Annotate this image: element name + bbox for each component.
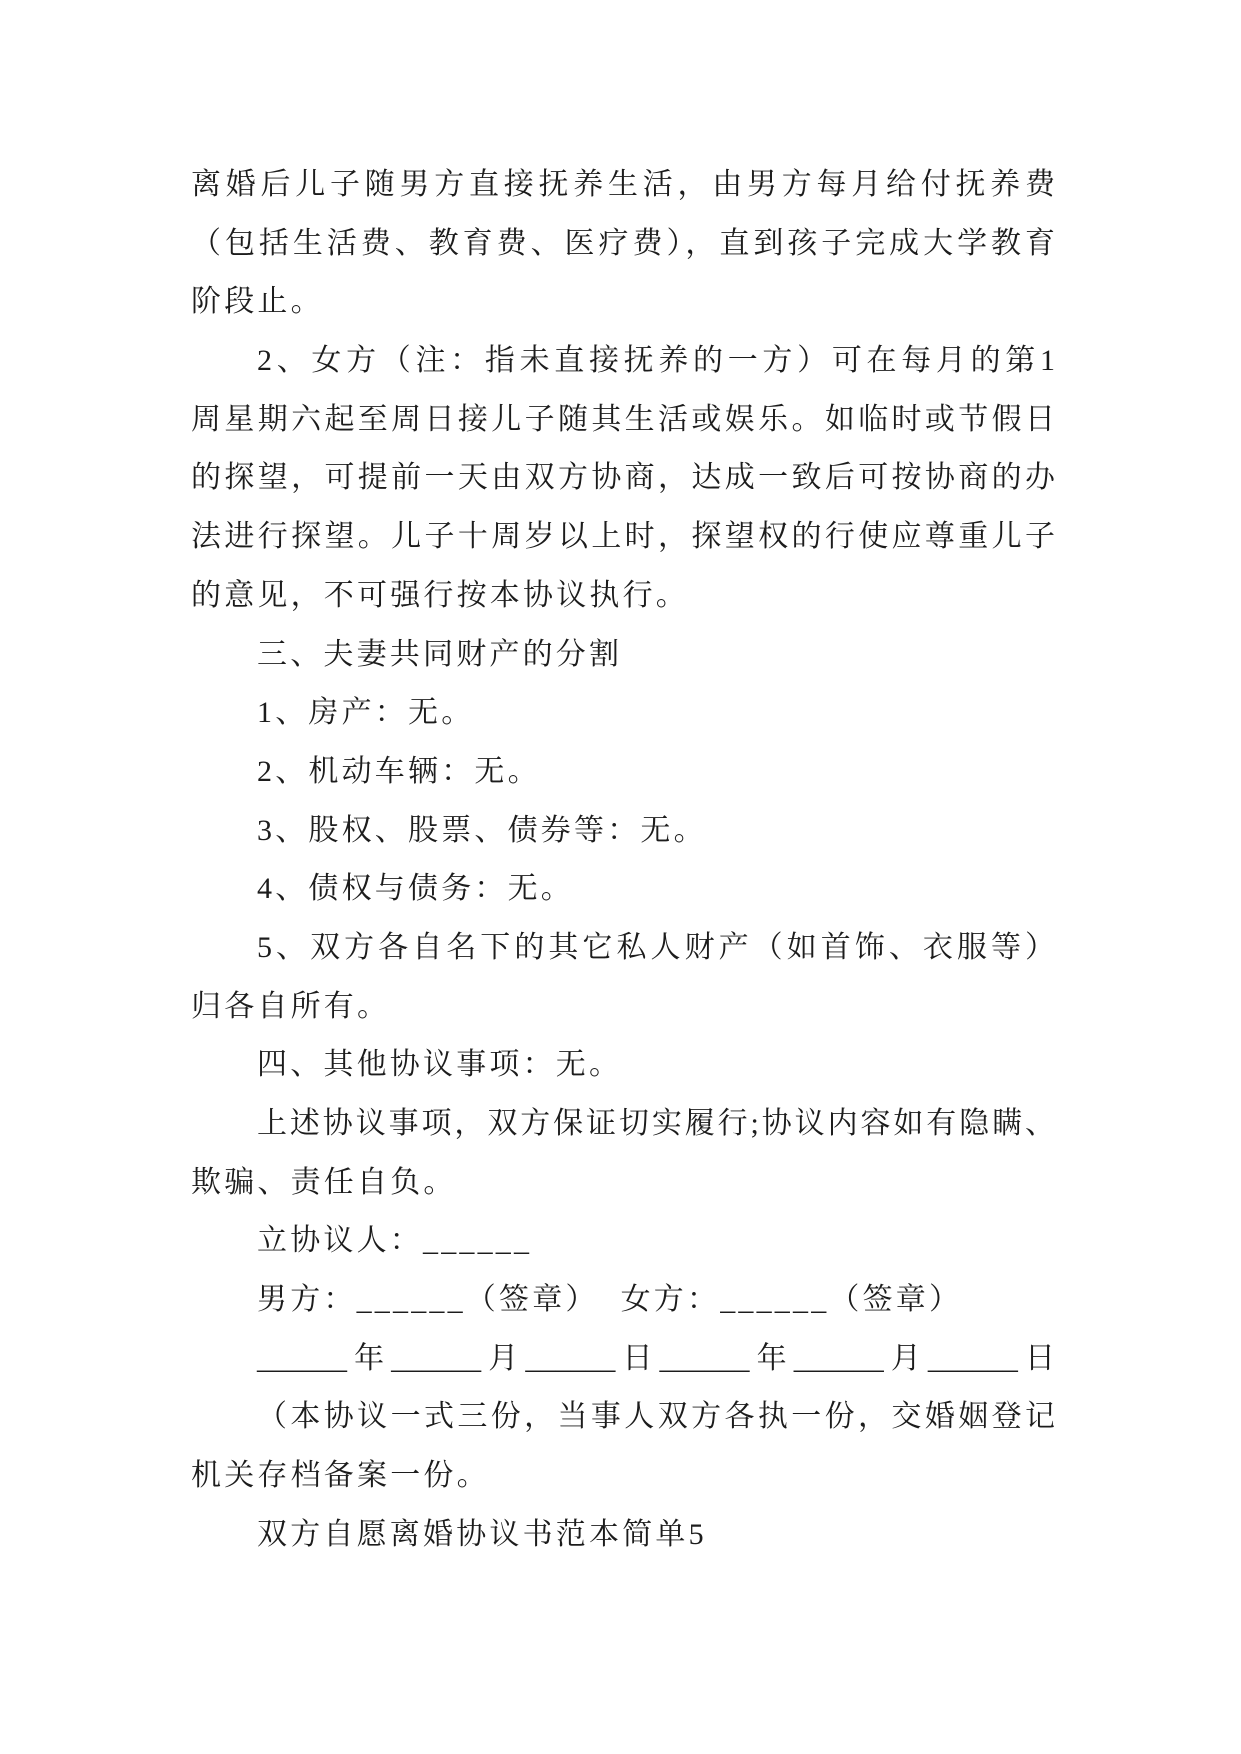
document-body	[191, 156, 1055, 1565]
agreement-party-field: 立协议人：______	[257, 1224, 533, 1258]
signature-line	[191, 1271, 1055, 1330]
text-line: 欺骗、责任自负。	[191, 1165, 457, 1199]
paragraph-copies-note	[191, 1388, 1055, 1505]
text-line: 2、女方（注：指未直接抚养的一方）可在每月的第1	[257, 344, 1055, 378]
text-line: 法进行探望。儿子十周岁以上时，探望权的行使应尊重儿子	[191, 520, 1055, 554]
text-line: 上述协议事项，双方保证切实履行;协议内容如有隐瞒、	[257, 1107, 1055, 1140]
date-line: ______年______月______日______年______月______日	[257, 1341, 1055, 1375]
text-line: 的意见，不可强行按本协议执行。	[191, 578, 689, 612]
husband-signature-field: 男方：______（签章）	[257, 1283, 599, 1317]
section-heading-other: 四、其他协议事项：无。	[257, 1048, 623, 1082]
paragraph-child-custody	[191, 156, 1055, 332]
paragraph-guarantee	[191, 1095, 1055, 1212]
section-heading-property: 三、夫妻共同财产的分割	[257, 637, 623, 671]
list-item: 1、房产：无。	[257, 696, 475, 730]
list-item: 3、股权、股票、债券等：无。	[257, 813, 707, 847]
text-line: 归各自所有。	[191, 989, 391, 1023]
text-line: 周星期六起至周日接儿子随其生活或娱乐。如临时或节假日	[191, 402, 1055, 436]
text-line: （包括生活费、教育费、医疗费），直到孩子完成大学教育	[191, 226, 1055, 260]
text-line: 阶段止。	[191, 285, 324, 319]
text-line: 离婚后儿子随男方直接抚养生活，由男方每月给付抚养费	[191, 168, 1055, 201]
text-line: 机关存档备案一份。	[191, 1459, 490, 1493]
next-document-title: 双方自愿离婚协议书范本简单5	[257, 1517, 707, 1551]
wife-signature-field: 女方：______（签章）	[620, 1283, 963, 1317]
text-line: （本协议一式三份，当事人双方各执一份，交婚姻登记	[257, 1400, 1055, 1434]
list-item: 4、债权与债务：无。	[257, 872, 574, 906]
text-line: 的探望，可提前一天由双方协商，达成一致后可按协商的办	[191, 461, 1055, 495]
list-item	[191, 919, 1055, 1036]
paragraph-visitation	[191, 332, 1055, 625]
text-line: 5、双方各自名下的其它私人财产（如首饰、衣服等）	[257, 930, 1055, 964]
list-item: 2、机动车辆：无。	[257, 754, 541, 788]
